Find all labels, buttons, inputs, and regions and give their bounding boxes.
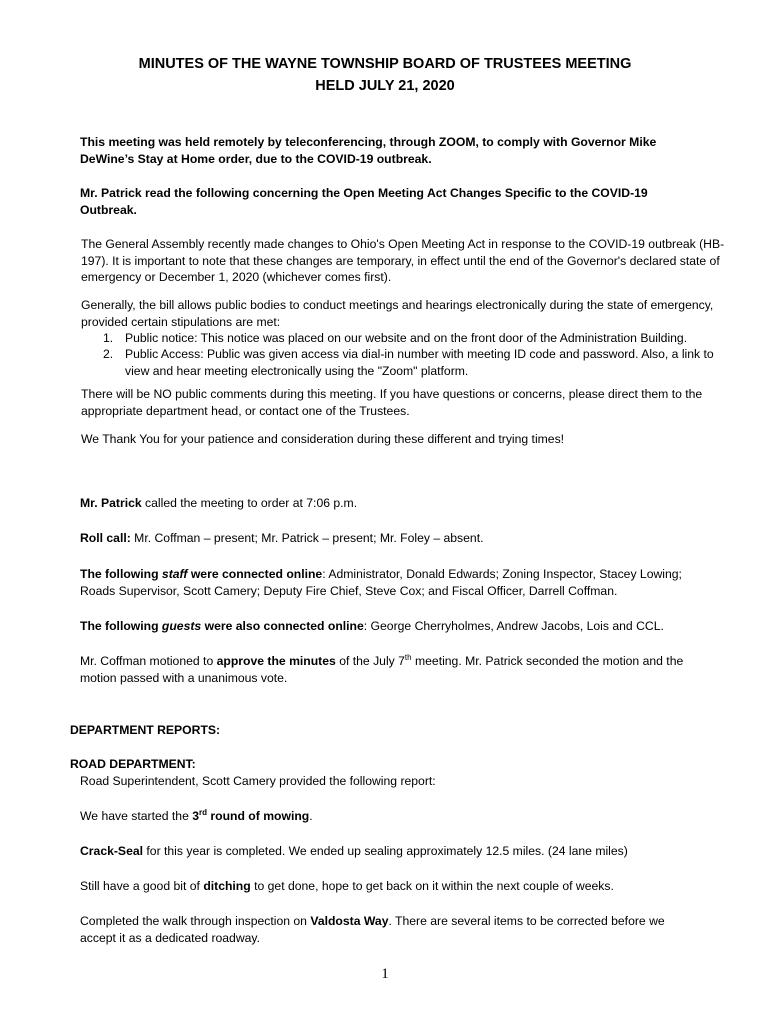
guests-label-em: guests xyxy=(161,619,202,633)
list-item xyxy=(103,330,725,346)
mowing-report xyxy=(80,808,680,825)
list-item-number: 1. xyxy=(103,331,114,345)
call-to-order-name: Mr. Patrick xyxy=(80,496,142,510)
ordinal-suffix: th xyxy=(404,652,412,662)
ordinal-suffix: rd xyxy=(199,807,208,817)
mowing-round-phrase: round of mowing xyxy=(207,809,310,823)
staff-label-em: staff xyxy=(161,567,188,581)
crack-seal-report xyxy=(80,843,730,860)
minutes-text-c: meeting. Mr. Patrick seconded the motion and the motion passed with a unanimous vote. xyxy=(80,654,684,685)
list-item-number: 2. xyxy=(103,347,114,361)
road-report-intro: Road Superintendent, Scott Camery provided the following report: xyxy=(80,774,436,788)
open-meeting-intro: Mr. Patrick read the following concerning the Open Meeting Act Changes Specific to the COVID-19 Outbreak. xyxy=(80,186,648,217)
approve-minutes-phrase: approve the minutes xyxy=(216,654,336,668)
title-line-1: MINUTES OF THE WAYNE TOWNSHIP BOARD OF TRUSTEES MEETING xyxy=(138,56,632,72)
list-item xyxy=(103,346,725,380)
crack-seal-text: for this year is completed. We ended up sealing approximately 12.5 miles. (24 lane miles) xyxy=(143,844,628,858)
minutes-approval xyxy=(80,653,710,686)
roll-call xyxy=(80,530,730,547)
remote-meeting-notice: This meeting was held remotely by teleconferencing, through ZOOM, to comply with Governor Mike DeWine’s Stay at Home order, due to the COVID-19 outbreak. xyxy=(80,135,657,166)
crack-seal-label: Crack-Seal xyxy=(80,844,144,858)
ditching-text-b: to get done, hope to get back on it within the next couple of weeks. xyxy=(250,879,614,893)
statement-paragraph-4: We Thank You for your patience and consideration during these different and trying times! xyxy=(81,432,565,446)
valdosta-way-label: Valdosta Way xyxy=(310,914,389,928)
title-line-2: HELD JULY 21, 2020 xyxy=(315,78,455,94)
walkthrough-text-a: Completed the walk through inspection on xyxy=(80,914,311,928)
staff-connected xyxy=(80,566,720,599)
call-to-order-text: called the meeting to order at 7:06 p.m. xyxy=(141,496,358,510)
roll-call-label: Roll call: xyxy=(80,531,131,545)
department-reports-heading: DEPARTMENT REPORTS: xyxy=(70,723,221,737)
walkthrough-text-b: . There are several items to be corrected before we accept it as a dedicated roadway. xyxy=(80,914,665,945)
statement-paragraph-3: There will be NO public comments during this meeting. If you have questions or concerns, please direct them to the appropriate department head, or contact one of the Trustees. xyxy=(81,387,703,418)
minutes-text-b: of the July 7 xyxy=(335,654,405,668)
call-to-order xyxy=(80,495,730,512)
roll-call-text: Mr. Coffman – present; Mr. Patrick – present; Mr. Foley – absent. xyxy=(130,531,484,545)
mowing-text-end: . xyxy=(309,809,313,823)
mowing-text-a: We have started the xyxy=(80,809,193,823)
minutes-text-a: Mr. Coffman motioned to xyxy=(80,654,217,668)
statement-paragraph-1: The General Assembly recently made changes to Ohio's Open Meeting Act in response to the COVID-19 outbreak (HB-197). It is important to note that these changes are temporary, in effect until the end of the Governor's declared state of emergency or December 1, 2020 (whichever comes first). xyxy=(81,237,725,284)
guests-connected xyxy=(80,618,730,635)
list-item-text: Public notice: This notice was placed on our website and on the front door of the Administration Building. xyxy=(125,331,688,345)
list-item-text: Public Access: Public was given access via dial-in number with meeting ID code and password. Also, a link to view and hear meeting electronically using the "Zoom" platform. xyxy=(125,347,714,378)
page-number: 1 xyxy=(381,966,389,982)
ditching-text-a: Still have a good bit of xyxy=(80,879,204,893)
guests-label-pre: The following xyxy=(80,619,162,633)
staff-label-post: were connected online xyxy=(187,567,323,581)
staff-label-pre: The following xyxy=(80,567,162,581)
guests-label-post: were also connected online xyxy=(201,619,364,633)
ditching-report xyxy=(80,878,730,895)
statement-paragraph-2: Generally, the bill allows public bodies to conduct meetings and hearings electronically during the state of emergency, provided certain stipulations are met: xyxy=(81,298,714,329)
staff-list: : Administrator, Donald Edwards; Zoning Inspector, Stacey Lowing; Roads Supervisor, Scott Camery; Deputy Fire Chief, Steve Cox; and Fiscal Officer, Darrell Coffman. xyxy=(80,567,682,598)
guests-list: : George Cherryholmes, Andrew Jacobs, Lois and CCL. xyxy=(363,619,664,633)
walkthrough-report xyxy=(80,913,700,946)
mowing-round-number: 3 xyxy=(192,809,200,823)
road-department-heading: ROAD DEPARTMENT: xyxy=(70,757,196,771)
ditching-label: ditching xyxy=(203,879,251,893)
document-title xyxy=(0,53,770,97)
